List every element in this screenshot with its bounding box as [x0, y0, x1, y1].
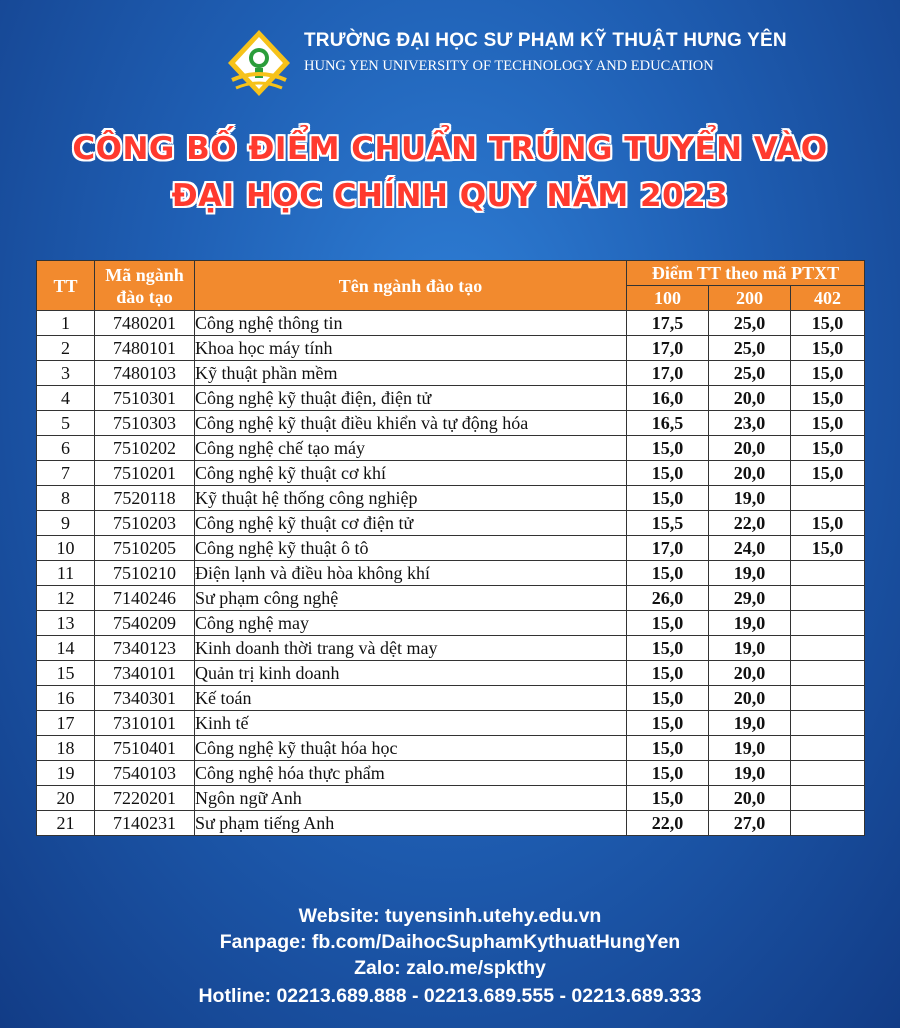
score-100: 22,0 [627, 811, 709, 836]
row-number: 20 [37, 786, 95, 811]
score-200: 25,0 [709, 336, 791, 361]
footer-zalo: Zalo: zalo.me/spkthy [354, 957, 546, 979]
score-200: 25,0 [709, 361, 791, 386]
row-number: 10 [37, 536, 95, 561]
program-code: 7340123 [95, 636, 195, 661]
program-code: 7220201 [95, 786, 195, 811]
program-code: 7510301 [95, 386, 195, 411]
header [0, 18, 900, 98]
footer-hotline: Hotline: 02213.689.888 - 02213.689.555 - 02213.689.333 [198, 985, 702, 1007]
program-code: 7510401 [95, 736, 195, 761]
table-row [37, 736, 865, 761]
score-402: 15,0 [791, 536, 865, 561]
score-402 [791, 636, 865, 661]
row-number: 13 [37, 611, 95, 636]
score-402 [791, 761, 865, 786]
score-200: 19,0 [709, 711, 791, 736]
row-number: 4 [37, 386, 95, 411]
row-number: 15 [37, 661, 95, 686]
program-code: 7510202 [95, 436, 195, 461]
table-row [37, 611, 865, 636]
program-name: Ngôn ngữ Anh [195, 786, 627, 811]
score-200: 20,0 [709, 661, 791, 686]
program-name: Công nghệ hóa thực phẩm [195, 761, 627, 786]
program-code: 7480103 [95, 361, 195, 386]
score-200: 23,0 [709, 411, 791, 436]
row-number: 2 [37, 336, 95, 361]
score-100: 17,0 [627, 336, 709, 361]
program-name: Khoa học máy tính [195, 336, 627, 361]
header-score-group: Điểm TT theo mã PTXT [627, 261, 865, 286]
table-row [37, 336, 865, 361]
program-name: Kinh tế [195, 711, 627, 736]
row-number: 17 [37, 711, 95, 736]
score-402: 15,0 [791, 361, 865, 386]
row-number: 19 [37, 761, 95, 786]
score-100: 15,0 [627, 611, 709, 636]
score-402: 15,0 [791, 386, 865, 411]
table-row [37, 711, 865, 736]
row-number: 16 [37, 686, 95, 711]
header-method-402: 402 [791, 286, 865, 311]
score-402 [791, 561, 865, 586]
table-row [37, 461, 865, 486]
table-row [37, 436, 865, 461]
table-row [37, 536, 865, 561]
program-code: 7510203 [95, 511, 195, 536]
header-method-100: 100 [627, 286, 709, 311]
program-name: Công nghệ kỹ thuật hóa học [195, 736, 627, 761]
table-row [37, 486, 865, 511]
program-name: Kế toán [195, 686, 627, 711]
header-method-200: 200 [709, 286, 791, 311]
header-code: Mã ngành đào tạo [95, 261, 195, 311]
program-name: Sư phạm tiếng Anh [195, 811, 627, 836]
row-number: 8 [37, 486, 95, 511]
table-row [37, 661, 865, 686]
page-title-line-2: ĐẠI HỌC CHÍNH QUY NĂM 2023 [171, 178, 729, 214]
row-number: 6 [37, 436, 95, 461]
score-200: 27,0 [709, 811, 791, 836]
score-402 [791, 811, 865, 836]
program-name: Sư phạm công nghệ [195, 586, 627, 611]
table-row [37, 761, 865, 786]
score-402 [791, 661, 865, 686]
score-402: 15,0 [791, 411, 865, 436]
table-row [37, 586, 865, 611]
score-100: 15,0 [627, 561, 709, 586]
university-name-en: HUNG YEN UNIVERSITY OF TECHNOLOGY AND EDUCATION [304, 58, 714, 74]
score-100: 17,5 [627, 311, 709, 336]
score-200: 20,0 [709, 461, 791, 486]
score-200: 19,0 [709, 561, 791, 586]
row-number: 18 [37, 736, 95, 761]
score-100: 15,0 [627, 761, 709, 786]
table-row [37, 511, 865, 536]
score-200: 24,0 [709, 536, 791, 561]
score-200: 19,0 [709, 636, 791, 661]
program-code: 7340301 [95, 686, 195, 711]
score-200: 22,0 [709, 511, 791, 536]
footer-fanpage: Fanpage: fb.com/DaihocSuphamKythuatHungYen [219, 931, 681, 953]
program-name: Công nghệ may [195, 611, 627, 636]
score-200: 19,0 [709, 486, 791, 511]
score-100: 17,0 [627, 536, 709, 561]
table-row [37, 811, 865, 836]
program-code: 7480201 [95, 311, 195, 336]
score-100: 15,0 [627, 786, 709, 811]
row-number: 7 [37, 461, 95, 486]
score-100: 17,0 [627, 361, 709, 386]
admission-scores-table [36, 260, 865, 836]
program-code: 7340101 [95, 661, 195, 686]
program-name: Quản trị kinh doanh [195, 661, 627, 686]
table-row [37, 561, 865, 586]
score-402 [791, 686, 865, 711]
table-row [37, 411, 865, 436]
row-number: 21 [37, 811, 95, 836]
score-200: 29,0 [709, 586, 791, 611]
program-name: Kinh doanh thời trang và dệt may [195, 636, 627, 661]
row-number: 1 [37, 311, 95, 336]
table-row [37, 311, 865, 336]
score-200: 20,0 [709, 786, 791, 811]
program-name: Công nghệ kỹ thuật cơ điện tử [195, 511, 627, 536]
header-tt: TT [37, 261, 95, 311]
program-name: Công nghệ thông tin [195, 311, 627, 336]
row-number: 14 [37, 636, 95, 661]
score-100: 15,0 [627, 461, 709, 486]
score-402 [791, 736, 865, 761]
score-402: 15,0 [791, 461, 865, 486]
score-402: 15,0 [791, 511, 865, 536]
score-100: 15,0 [627, 486, 709, 511]
score-402 [791, 611, 865, 636]
score-100: 16,0 [627, 386, 709, 411]
row-number: 9 [37, 511, 95, 536]
program-code: 7140246 [95, 586, 195, 611]
score-200: 25,0 [709, 311, 791, 336]
program-name: Kỹ thuật hệ thống công nghiệp [195, 486, 627, 511]
table-body [37, 311, 865, 836]
university-emblem-icon [224, 28, 294, 98]
score-402: 15,0 [791, 436, 865, 461]
program-code: 7510210 [95, 561, 195, 586]
table-row [37, 361, 865, 386]
score-200: 19,0 [709, 761, 791, 786]
program-name: Công nghệ chế tạo máy [195, 436, 627, 461]
program-code: 7480101 [95, 336, 195, 361]
program-name: Công nghệ kỹ thuật cơ khí [195, 461, 627, 486]
program-code: 7510201 [95, 461, 195, 486]
program-code: 7310101 [95, 711, 195, 736]
program-name: Kỹ thuật phần mềm [195, 361, 627, 386]
program-name: Công nghệ kỹ thuật điều khiển và tự động hóa [195, 411, 627, 436]
table-row [37, 636, 865, 661]
score-200: 20,0 [709, 686, 791, 711]
program-name: Điện lạnh và điều hòa không khí [195, 561, 627, 586]
score-100: 16,5 [627, 411, 709, 436]
table-row [37, 686, 865, 711]
score-100: 26,0 [627, 586, 709, 611]
row-number: 3 [37, 361, 95, 386]
row-number: 12 [37, 586, 95, 611]
program-code: 7510303 [95, 411, 195, 436]
score-402: 15,0 [791, 336, 865, 361]
score-200: 20,0 [709, 386, 791, 411]
score-200: 20,0 [709, 436, 791, 461]
score-100: 15,0 [627, 711, 709, 736]
score-200: 19,0 [709, 736, 791, 761]
program-code: 7540103 [95, 761, 195, 786]
row-number: 11 [37, 561, 95, 586]
score-100: 15,0 [627, 636, 709, 661]
score-100: 15,0 [627, 686, 709, 711]
score-402 [791, 586, 865, 611]
score-100: 15,0 [627, 436, 709, 461]
footer-website: Website: tuyensinh.utehy.edu.vn [298, 905, 602, 927]
score-402 [791, 786, 865, 811]
university-name-vn: TRƯỜNG ĐẠI HỌC SƯ PHẠM KỸ THUẬT HƯNG YÊN [304, 30, 787, 51]
page-title-line-1: CÔNG BỐ ĐIỂM CHUẨN TRÚNG TUYỂN VÀO [72, 131, 828, 167]
row-number: 5 [37, 411, 95, 436]
program-code: 7520118 [95, 486, 195, 511]
score-402: 15,0 [791, 311, 865, 336]
score-402 [791, 486, 865, 511]
program-name: Công nghệ kỹ thuật điện, điện tử [195, 386, 627, 411]
score-100: 15,5 [627, 511, 709, 536]
score-100: 15,0 [627, 661, 709, 686]
score-402 [791, 711, 865, 736]
program-code: 7510205 [95, 536, 195, 561]
program-code: 7140231 [95, 811, 195, 836]
program-name: Công nghệ kỹ thuật ô tô [195, 536, 627, 561]
table-row [37, 386, 865, 411]
score-200: 19,0 [709, 611, 791, 636]
score-100: 15,0 [627, 736, 709, 761]
program-code: 7540209 [95, 611, 195, 636]
header-name: Tên ngành đào tạo [195, 261, 627, 311]
table-row [37, 786, 865, 811]
